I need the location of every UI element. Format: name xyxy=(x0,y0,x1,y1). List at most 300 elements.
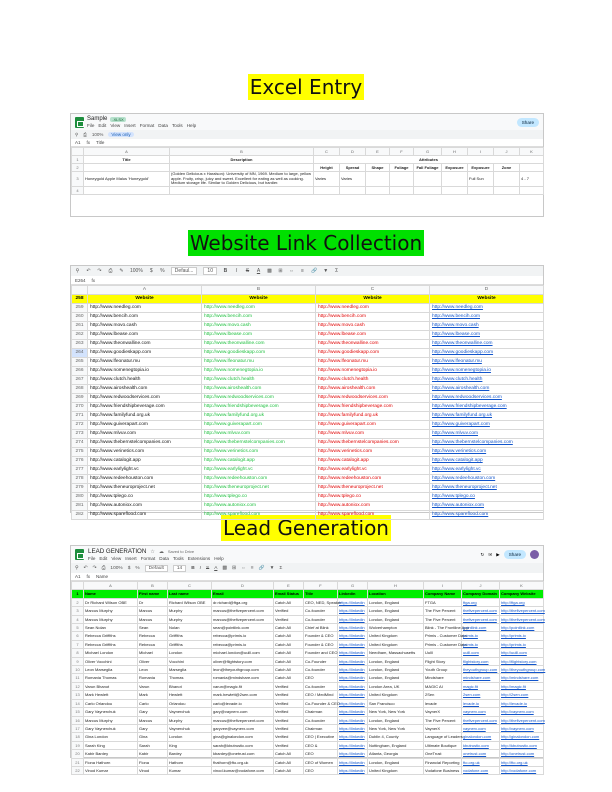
column-header[interactable]: J xyxy=(462,582,500,590)
zoom-select[interactable]: 100% xyxy=(130,268,143,274)
lead-cell[interactable]: Sarah xyxy=(138,741,168,749)
print-icon[interactable]: ⎙ xyxy=(83,132,87,137)
lead-cell[interactable]: ftga.org xyxy=(462,598,500,606)
lead-cell[interactable]: Mark xyxy=(138,691,168,699)
lead-cell[interactable]: https://linkedin xyxy=(338,758,368,766)
column-header[interactable]: B xyxy=(202,286,316,295)
lead-cell[interactable]: London xyxy=(168,733,212,741)
lead-header-cell[interactable]: Company Website xyxy=(500,590,544,598)
website-url-cell[interactable]: http://www.clutch.health xyxy=(316,376,430,385)
lead-cell[interactable]: https://linkedin xyxy=(338,699,368,707)
lead-cell[interactable]: Catch All xyxy=(274,750,304,758)
lead-cell[interactable]: VaynerX xyxy=(424,708,462,716)
lead-cell[interactable]: https://linkedin xyxy=(338,666,368,674)
website-url-cell[interactable]: http://www.theneuroproject.net xyxy=(202,484,316,493)
lead-cell[interactable]: rebecca@primis.io xyxy=(212,640,274,648)
paint-format-icon[interactable]: ✎ xyxy=(119,268,124,274)
website-url-cell[interactable]: http://www.thebernstelcompanies.com xyxy=(202,439,316,448)
lead-cell[interactable]: https://linkedin xyxy=(338,724,368,732)
website-url-cell[interactable]: http://www.familyfund.org.uk xyxy=(430,412,544,421)
lead-cell[interactable]: garyvee@vaynerx.com xyxy=(212,724,274,732)
lead-cell[interactable]: United Kingdom xyxy=(368,691,424,699)
fill-color-icon[interactable]: ▩ xyxy=(222,565,227,571)
website-url-cell[interactable]: http://www.nomenegtopia.io xyxy=(430,367,544,376)
column-header[interactable]: C xyxy=(314,148,340,156)
row-number[interactable]: 272 xyxy=(72,421,88,430)
lead-cell[interactable]: gina@ginalondon.com xyxy=(212,733,274,741)
text-color-icon[interactable]: A xyxy=(214,565,218,571)
lead-cell[interactable]: MAGIC AI xyxy=(424,682,462,690)
lead-cell[interactable]: Verified xyxy=(274,615,304,623)
menu-item[interactable]: View xyxy=(110,123,121,128)
website-url-cell[interactable]: http://www.verinetics.com xyxy=(202,448,316,457)
lead-cell[interactable]: Needham, Massachusetts xyxy=(368,649,424,657)
lead-cell[interactable]: Gary Vaynerchuk xyxy=(84,724,138,732)
website-url-cell[interactable]: http://www.theonwalline.com xyxy=(88,340,202,349)
website-url-cell[interactable]: http://www.nomenegtopia.io xyxy=(202,367,316,376)
lead-header-cell[interactable]: Email xyxy=(212,590,274,598)
menu-item[interactable]: Edit xyxy=(99,556,108,561)
lead-cell[interactable]: http://ginalondon.com xyxy=(500,733,544,741)
lead-cell[interactable]: http://onetrust.com xyxy=(500,750,544,758)
currency-icon[interactable]: $ xyxy=(127,565,131,571)
column-header[interactable]: F xyxy=(304,582,338,590)
lead-cell[interactable]: Sean xyxy=(138,624,168,632)
website-url-cell[interactable]: http://www.verinetics.com xyxy=(316,448,430,457)
lead-cell[interactable]: CEO / MedMind xyxy=(304,691,338,699)
lead-cell[interactable]: Co-founder xyxy=(304,607,338,615)
lead-cell[interactable]: Catch All xyxy=(274,674,304,682)
lead-cell[interactable]: Verified xyxy=(274,708,304,716)
row-number[interactable]: 281 xyxy=(72,502,88,511)
menu-item[interactable]: Format xyxy=(140,556,156,561)
text-color-icon[interactable]: A xyxy=(256,268,261,274)
website-url-cell[interactable]: http://www.lbease.com xyxy=(430,331,544,340)
website-url-cell[interactable]: http://www.tplego.co xyxy=(316,493,430,502)
menu-item[interactable]: File xyxy=(87,123,95,128)
website-url-cell[interactable]: http://www.needleg.com xyxy=(88,304,202,313)
lead-header-cell[interactable]: Email Status xyxy=(274,590,304,598)
percent-icon[interactable]: % xyxy=(135,565,140,571)
lead-cell[interactable]: Verified xyxy=(274,699,304,707)
attributes-header[interactable]: Attributes xyxy=(314,156,544,164)
column-header[interactable]: A xyxy=(84,582,138,590)
lead-cell[interactable]: magic.fit xyxy=(462,682,500,690)
search-icon[interactable]: ⚲ xyxy=(75,565,79,571)
lead-cell[interactable]: http://fto.org.uk xyxy=(500,758,544,766)
lead-cell[interactable]: The Five Percent xyxy=(424,716,462,724)
align-icon[interactable]: ≡ xyxy=(250,565,254,571)
cell-description[interactable]: (Golden Delicious x Haralson): University of MN, 1969. Medium to large, yellow apple. Fruity, crisp, juicy and sweet. Excellent for eating as well as cooking. Medium storage life. Similar to Golden Delicious, but hardier. xyxy=(170,172,314,187)
row-number[interactable]: 261 xyxy=(72,322,88,331)
search-icon[interactable]: ⚲ xyxy=(75,268,80,274)
column-header[interactable]: D xyxy=(340,148,366,156)
row-number[interactable]: 270 xyxy=(72,403,88,412)
lead-cell[interactable]: VaynerX xyxy=(424,724,462,732)
percent-icon[interactable]: % xyxy=(160,268,165,274)
lead-cell[interactable]: Verified xyxy=(274,741,304,749)
row-number[interactable]: 277 xyxy=(72,466,88,475)
website-url-cell[interactable]: http://www.lbease.com xyxy=(316,331,430,340)
lead-cell[interactable]: Kumar xyxy=(168,766,212,774)
cell-zone[interactable]: 4 - 7 xyxy=(520,172,544,187)
view-only-chip[interactable]: View only xyxy=(108,132,133,137)
lead-cell[interactable]: Flight Story xyxy=(424,657,462,665)
lead-cell[interactable]: Bhanot xyxy=(168,682,212,690)
website-header-cell[interactable]: Website xyxy=(430,295,544,304)
row-number[interactable]: 268 xyxy=(72,385,88,394)
strikethrough-icon[interactable]: S xyxy=(245,268,250,274)
description-header[interactable]: Description xyxy=(170,156,314,164)
lead-cell[interactable]: Rebecca xyxy=(138,632,168,640)
formula-value[interactable]: Title xyxy=(96,140,105,145)
website-url-cell[interactable]: http://www.theneuroproject.net xyxy=(316,484,430,493)
website-url-cell[interactable]: http://www.movo.cash xyxy=(88,322,202,331)
lead-cell[interactable]: https://linkedin xyxy=(338,691,368,699)
menu-item[interactable]: Help xyxy=(186,123,197,128)
lead-cell[interactable]: Chairman xyxy=(304,708,338,716)
menu-item[interactable]: Extensions xyxy=(187,556,211,561)
strikethrough-icon[interactable]: S xyxy=(206,565,210,571)
website-url-cell[interactable]: http://www.theonwalline.com xyxy=(202,340,316,349)
row-number[interactable]: 260 xyxy=(72,313,88,322)
row-number[interactable]: 282 xyxy=(72,511,88,520)
website-url-cell[interactable]: http://www.bencih.com xyxy=(88,313,202,322)
lead-cell[interactable]: http://mindshare.com xyxy=(500,674,544,682)
lead-cell[interactable]: primis.io xyxy=(462,640,500,648)
lead-header-cell[interactable]: Linkedin xyxy=(338,590,368,598)
lead-cell[interactable]: fto.org.uk xyxy=(462,758,500,766)
bold-icon[interactable]: B xyxy=(191,565,195,571)
website-url-cell[interactable]: http://www.tplego.co xyxy=(202,493,316,502)
row-number[interactable]: 259 xyxy=(72,304,88,313)
column-header[interactable]: C xyxy=(168,582,212,590)
attribute-subheader[interactable]: Exposure xyxy=(468,164,494,172)
merge-icon[interactable]: ⇔ xyxy=(288,268,294,274)
lead-cell[interactable]: https://linkedin xyxy=(338,674,368,682)
column-header[interactable]: K xyxy=(500,582,544,590)
lead-cell[interactable]: New York, New York xyxy=(368,708,424,716)
share-button[interactable]: Share xyxy=(517,118,539,127)
lead-cell[interactable]: Marcus Murphy xyxy=(84,716,138,724)
website-url-cell[interactable]: http://www.spareflood.com xyxy=(202,511,316,520)
website-url-cell[interactable]: http://www.bencih.com xyxy=(316,313,430,322)
lead-cell[interactable]: Carlo Orlandou xyxy=(84,699,138,707)
lead-cell[interactable]: Verified xyxy=(274,733,304,741)
lead-cell[interactable]: http://primis.io xyxy=(500,632,544,640)
row-number[interactable]: 267 xyxy=(72,376,88,385)
row-number[interactable]: 265 xyxy=(72,358,88,367)
lead-cell[interactable]: Hewlett xyxy=(168,691,212,699)
lead-header-cell[interactable]: Last name xyxy=(168,590,212,598)
redo-icon[interactable]: ↷ xyxy=(97,268,102,274)
undo-icon[interactable]: ↶ xyxy=(86,268,91,274)
website-url-cell[interactable]: http://www.theneuroproject.net xyxy=(88,484,202,493)
cell-reference[interactable]: A1 xyxy=(75,140,81,145)
website-url-cell[interactable]: http://www.movo.cash xyxy=(430,322,544,331)
lead-cell[interactable]: London, England xyxy=(368,716,424,724)
lead-cell[interactable]: Financial Reporting xyxy=(424,758,462,766)
corner-cell[interactable] xyxy=(72,582,84,590)
lead-cell[interactable]: gary@vaynerx.com xyxy=(212,708,274,716)
website-url-cell[interactable]: http://www.tplego.co xyxy=(88,493,202,502)
menu-item[interactable]: View xyxy=(111,556,122,561)
website-url-cell[interactable]: http://www.catalogit.app xyxy=(88,457,202,466)
lead-cell[interactable]: Wolverhampton xyxy=(368,624,424,632)
attribute-subheader[interactable]: Exposure xyxy=(442,164,468,172)
lead-cell[interactable]: Gina London xyxy=(84,733,138,741)
lead-header-cell[interactable]: Company Name xyxy=(424,590,462,598)
lead-cell[interactable]: vodafone.com xyxy=(462,766,500,774)
website-url-cell[interactable]: http://www.movo.cash xyxy=(202,322,316,331)
lead-cell[interactable]: Griffiths xyxy=(168,632,212,640)
lead-cell[interactable]: CEO of Women xyxy=(304,758,338,766)
lead-cell[interactable]: http://vaynerx.com xyxy=(500,708,544,716)
fill-color-icon[interactable]: ▩ xyxy=(267,268,272,274)
lead-cell[interactable]: Leon Marseglia xyxy=(84,666,138,674)
column-header[interactable]: B xyxy=(138,582,168,590)
website-url-cell[interactable]: http://www.lfeonatur.mu xyxy=(202,358,316,367)
lead-cell[interactable]: oliver@flightstory.com xyxy=(212,657,274,665)
row-number[interactable]: 271 xyxy=(72,412,88,421)
column-header[interactable]: I xyxy=(424,582,462,590)
menu-item[interactable]: Data xyxy=(158,123,168,128)
lead-cell[interactable]: Griffiths xyxy=(168,640,212,648)
lead-cell[interactable]: Romania xyxy=(138,674,168,682)
lead-cell[interactable]: Catch All xyxy=(274,758,304,766)
corner-cell[interactable] xyxy=(72,148,84,156)
lead-cell[interactable]: https://linkedin xyxy=(338,598,368,606)
lead-cell[interactable]: Murphy xyxy=(168,607,212,615)
lead-cell[interactable]: Verified xyxy=(274,607,304,615)
font-size-input[interactable]: 14 xyxy=(173,565,186,572)
website-url-cell[interactable]: http://www.goodieskapp.com xyxy=(316,349,430,358)
lead-cell[interactable]: The Five Percent xyxy=(424,615,462,623)
lead-cell[interactable]: Murphy xyxy=(168,615,212,623)
website-url-cell[interactable]: http://www.clutch.health xyxy=(202,376,316,385)
lead-cell[interactable]: primis.io xyxy=(462,632,500,640)
lead-cell[interactable]: Founder and CEO xyxy=(305,650,338,656)
row-number[interactable]: 273 xyxy=(72,430,88,439)
lead-cell[interactable]: Oliver xyxy=(138,657,168,665)
lead-cell[interactable]: Marcus Murphy xyxy=(84,615,138,623)
font-size-input[interactable]: 10 xyxy=(203,267,217,275)
lead-cell[interactable]: https://linkedin xyxy=(338,766,368,774)
lead-cell[interactable]: Chief at Blink xyxy=(304,624,338,632)
website-url-cell[interactable]: http://www.lfeonatur.mu xyxy=(430,358,544,367)
history-icon[interactable]: ↻ xyxy=(480,551,485,557)
website-header-cell[interactable]: Website xyxy=(316,295,430,304)
lead-cell[interactable]: Sarah King xyxy=(84,741,138,749)
website-url-cell[interactable]: http://www.guiverapart.com xyxy=(88,421,202,430)
lead-cell[interactable]: Vinod xyxy=(138,766,168,774)
lead-cell[interactable]: Co-Founder & CEO xyxy=(305,700,340,706)
lead-cell[interactable]: https://linkedin xyxy=(338,624,368,632)
lead-cell[interactable]: ginalondon.com xyxy=(462,733,500,741)
lead-cell[interactable]: Language of Leaders xyxy=(425,734,463,740)
row-number[interactable]: 269 xyxy=(72,394,88,403)
lead-cell[interactable]: varun@magic.fit xyxy=(212,682,274,690)
website-url-cell[interactable]: http://www.theneuroproject.net xyxy=(430,484,544,493)
font-select[interactable]: Default xyxy=(145,565,168,572)
lead-cell[interactable]: kbardey@onetrust.com xyxy=(212,750,274,758)
currency-icon[interactable]: $ xyxy=(149,268,153,274)
lead-cell[interactable]: vinod.kumar@vodafone.com xyxy=(212,766,274,774)
website-url-cell[interactable]: http://www.spareflood.com xyxy=(88,511,202,520)
lead-cell[interactable]: Varun Bhanot xyxy=(84,682,138,690)
lead-cell[interactable]: marcus@thefivepercent.com xyxy=(212,615,274,623)
website-url-cell[interactable]: http://www.redeehouston.com xyxy=(430,475,544,484)
menu-item[interactable]: File xyxy=(88,556,96,561)
menu-item[interactable]: Insert xyxy=(124,123,136,128)
lead-cell[interactable]: Hathorn xyxy=(168,758,212,766)
lead-cell[interactable]: Kabir xyxy=(138,750,168,758)
website-url-cell[interactable]: http://www.familyfund.org.uk xyxy=(202,412,316,421)
filter-icon[interactable]: ▼ xyxy=(323,268,329,274)
lead-cell[interactable]: mark.hewlett@2sen.com xyxy=(212,691,274,699)
lead-cell[interactable]: fhathorn@fto.org.uk xyxy=(212,758,274,766)
meet-icon[interactable]: ▶ xyxy=(496,551,500,557)
website-url-cell[interactable]: http://www.goodieskapp.com xyxy=(430,349,544,358)
lead-cell[interactable]: London, England xyxy=(368,674,424,682)
row-number[interactable]: 262 xyxy=(72,331,88,340)
lead-cell[interactable]: Co-founder xyxy=(304,716,338,724)
website-url-cell[interactable]: http://www.clutch.health xyxy=(430,376,544,385)
lead-cell[interactable]: Orlandou xyxy=(168,699,212,707)
row-number[interactable]: 266 xyxy=(72,367,88,376)
comment-icon[interactable]: ✉ xyxy=(488,551,493,557)
website-url-cell[interactable]: http://www.tplego.co xyxy=(430,493,544,502)
lead-cell[interactable]: Sean Nolan xyxy=(84,624,138,632)
lead-cell[interactable]: Vaynerchuk xyxy=(168,708,212,716)
lead-cell[interactable]: Michael London xyxy=(84,649,138,657)
column-header[interactable]: H xyxy=(368,582,424,590)
website-url-cell[interactable]: http://www.guiverapart.com xyxy=(430,421,544,430)
lead-header-cell[interactable]: Company Domain xyxy=(462,590,500,598)
lead-cell[interactable]: Catch All xyxy=(274,666,304,674)
cell-height[interactable]: Varies xyxy=(314,172,340,187)
lead-cell[interactable]: New York, New York xyxy=(368,724,424,732)
lead-cell[interactable]: Catch All xyxy=(274,624,304,632)
lead-cell[interactable]: Varun xyxy=(138,682,168,690)
lead-cell[interactable]: Gina xyxy=(138,733,168,741)
lead-cell[interactable]: CEO xyxy=(304,674,338,682)
lead-cell[interactable]: Catch All xyxy=(274,598,304,606)
website-url-cell[interactable]: http://www.autoniox.com xyxy=(88,502,202,511)
website-url-cell[interactable]: http://www.spareflood.com xyxy=(430,511,544,520)
lead-cell[interactable]: https://linkedin xyxy=(338,716,368,724)
column-header[interactable]: I xyxy=(468,148,494,156)
website-url-cell[interactable]: http://www.mlvuv.com xyxy=(88,430,202,439)
column-header[interactable]: C xyxy=(316,286,430,295)
lead-cell[interactable]: dr.richard@ftga.org xyxy=(212,598,274,606)
lead-cell[interactable]: Founder & CEO xyxy=(304,640,338,648)
lead-cell[interactable]: Chairman xyxy=(304,724,338,732)
lead-cell[interactable]: London, England xyxy=(368,607,424,615)
lead-cell[interactable]: Co-founder xyxy=(304,682,338,690)
lead-cell[interactable]: CEO, NED, Speaker xyxy=(305,599,342,605)
website-url-cell[interactable]: http://www.nomenegtopia.io xyxy=(316,367,430,376)
lead-cell[interactable]: Nottingham, England xyxy=(368,741,424,749)
lead-cell[interactable]: London, England xyxy=(368,666,424,674)
lead-cell[interactable]: kbutrustic.com xyxy=(462,741,500,749)
attribute-subheader[interactable]: Height xyxy=(314,164,340,172)
functions-icon[interactable]: Σ xyxy=(335,268,339,274)
lead-cell[interactable]: Romania Thomas xyxy=(84,674,138,682)
lead-cell[interactable]: Verified xyxy=(274,716,304,724)
avatar[interactable] xyxy=(530,550,539,559)
menu-item[interactable]: Tools xyxy=(171,123,183,128)
title-header[interactable]: Title xyxy=(84,156,170,164)
lead-cell[interactable]: http://pointlink.com xyxy=(500,624,544,632)
row-number[interactable]: 280 xyxy=(72,493,88,502)
cell-title[interactable]: Honeygold Apple Malus 'Honeygold' xyxy=(84,172,170,187)
website-header-cell[interactable]: Website xyxy=(88,295,202,304)
website-url-cell[interactable]: http://www.redwoodservices.com xyxy=(430,394,544,403)
website-url-cell[interactable]: http://www.guiverapart.com xyxy=(316,421,430,430)
lead-cell[interactable]: sean@pointlink.com xyxy=(212,624,274,632)
lead-cell[interactable]: Verified xyxy=(274,682,304,690)
lead-cell[interactable]: Gary xyxy=(138,708,168,716)
column-header[interactable]: F xyxy=(390,148,414,156)
website-url-cell[interactable]: http://www.redwoodservices.com xyxy=(88,394,202,403)
star-icon[interactable]: ☆ xyxy=(150,548,155,555)
lead-cell[interactable]: Gary xyxy=(138,724,168,732)
website-url-cell[interactable]: http://www.friendshipbeverage.com xyxy=(316,403,430,412)
website-url-cell[interactable]: http://www.friendshipbeverage.com xyxy=(430,403,544,412)
website-url-cell[interactable]: http://www.redeehouston.com xyxy=(316,475,430,484)
website-url-cell[interactable]: http://www.theonwalline.com xyxy=(316,340,430,349)
lead-cell[interactable]: Fiona xyxy=(138,758,168,766)
column-header[interactable]: D xyxy=(430,286,544,295)
lead-cell[interactable]: Mark Hewlett xyxy=(84,691,138,699)
formula-value[interactable]: Name xyxy=(96,574,109,579)
lead-cell[interactable]: https://linkedin xyxy=(338,657,368,665)
column-header[interactable]: G xyxy=(414,148,442,156)
website-url-cell[interactable]: http://www.catalogit.app xyxy=(430,457,544,466)
lead-cell[interactable]: Carlo xyxy=(138,699,168,707)
lead-cell[interactable]: Catch All xyxy=(274,657,304,665)
print-icon[interactable]: ⎙ xyxy=(108,268,113,274)
lead-cell[interactable]: https://linkedin xyxy=(338,682,368,690)
lead-cell[interactable]: Nolan xyxy=(168,624,212,632)
lead-cell[interactable]: https://linkedin xyxy=(338,741,368,749)
column-header[interactable]: D xyxy=(212,582,274,590)
lead-cell[interactable]: CEO xyxy=(304,750,338,758)
lead-cell[interactable]: King xyxy=(168,741,212,749)
row-number[interactable]: 263 xyxy=(72,340,88,349)
lead-cell[interactable]: United Kingdom xyxy=(368,632,424,640)
row-number[interactable]: 275 xyxy=(72,448,88,457)
bold-icon[interactable]: B xyxy=(223,268,228,274)
website-url-cell[interactable]: http://www.airoshealth.com xyxy=(316,385,430,394)
lead-cell[interactable]: https://linkedin xyxy=(338,733,368,741)
lead-cell[interactable]: Catch All xyxy=(274,632,304,640)
lead-cell[interactable]: carlo@levade.io xyxy=(212,699,274,707)
lead-cell[interactable]: Vocchini xyxy=(168,657,212,665)
lead-cell[interactable]: https://linkedin xyxy=(338,649,368,657)
attribute-subheader[interactable]: Fall Foliage xyxy=(414,164,442,172)
lead-cell[interactable]: London Area, UK xyxy=(368,682,424,690)
website-url-cell[interactable]: http://www.spareflood.com xyxy=(316,511,430,520)
menu-item[interactable]: Help xyxy=(214,556,224,561)
cell-exposure[interactable]: Full Sun xyxy=(468,172,494,187)
lead-header-cell[interactable]: Name xyxy=(84,590,138,598)
lead-cell[interactable]: http://primis.io xyxy=(500,640,544,648)
lead-cell[interactable]: https://linkedin xyxy=(338,708,368,716)
lead-cell[interactable]: CEO & xyxy=(304,741,338,749)
lead-cell[interactable]: United Kingdom xyxy=(368,766,424,774)
